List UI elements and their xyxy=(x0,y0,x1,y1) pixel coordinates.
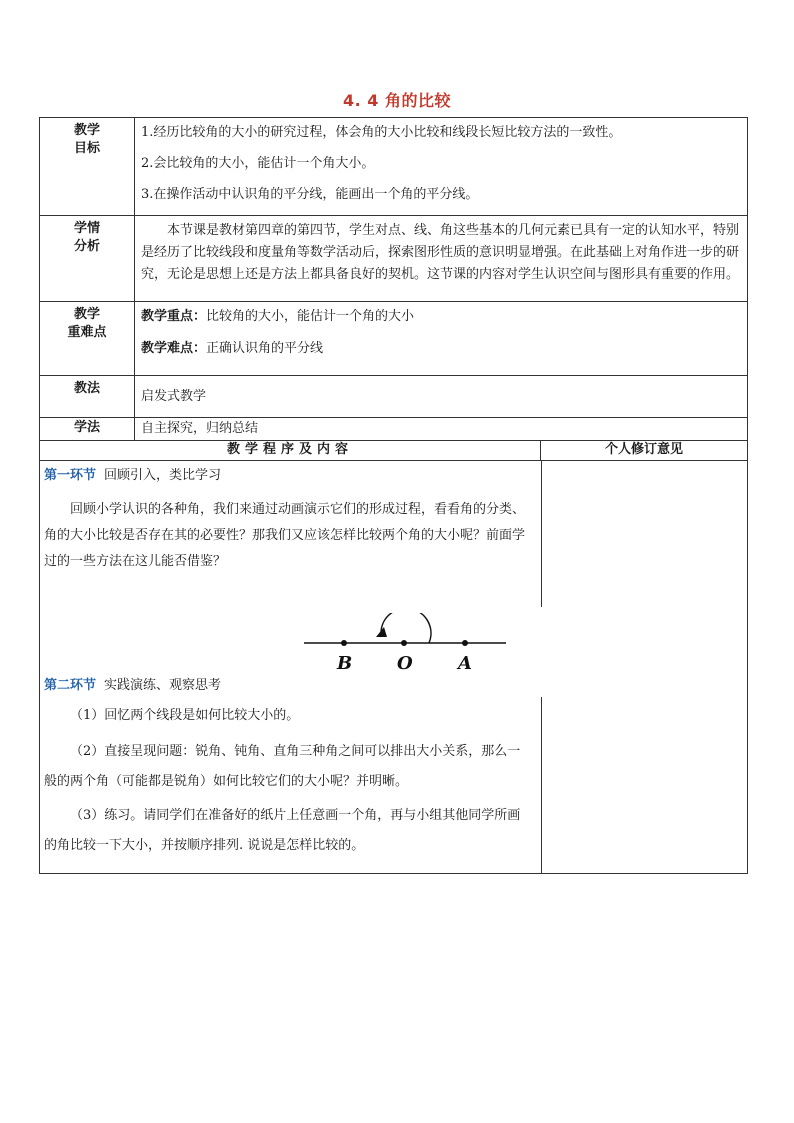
procedure-header-row xyxy=(40,441,748,461)
procedure-content xyxy=(40,461,747,873)
method-row xyxy=(40,376,748,418)
learning-label: 学法 xyxy=(40,418,135,441)
focus-line: 教学重点：比较角的大小，能估计一个角的大小 xyxy=(141,309,415,324)
key-points-content xyxy=(135,302,748,376)
learning-text: 自主探究，归纳总结 xyxy=(135,418,748,441)
stage2-heading: 第二环节 实践演练、观察思考 xyxy=(44,678,222,693)
column-divider xyxy=(541,697,542,873)
rotation-arc xyxy=(381,613,431,643)
goals-content xyxy=(135,118,748,216)
goals-row xyxy=(40,118,748,216)
angle-diagram xyxy=(302,613,512,673)
goal-item: 1.经历比较角的大小的研究过程，体会角的大小比较和线段长短比较方法的一致性。 xyxy=(141,125,622,140)
analysis-row xyxy=(40,216,748,302)
stage2-item2: （2）直接呈现问题：锐角、钝角、直角三种角之间可以排出大小关系，那么一般的两个角（可能都是锐角）如何比较它们的大小呢？并明晰。 xyxy=(44,744,521,789)
stage1-text: 回顾小学认识的各种角，我们来通过动画演示它们的形成过程，看看角的分类、角的大小比较是否存在其的必要性？那我们又应该怎样比较两个角的大小呢？前面学过的一些方法在这儿能否借鉴？ xyxy=(44,502,526,569)
label-o: O xyxy=(397,653,413,673)
goal-item: 3.在操作活动中认识角的平分线，能画出一个角的平分线。 xyxy=(141,187,479,202)
stage2-item3: （3）练习。请同学们在准备好的纸片上任意画一个角，再与小组其他同学所画的角比较一下大小，并按顺序排列. 说说是怎样比较的。 xyxy=(44,808,521,853)
point-a xyxy=(462,640,468,646)
key-points-row xyxy=(40,302,748,376)
label-b: B xyxy=(337,653,353,673)
procedure-heading: 教学程序及内容 xyxy=(40,441,541,461)
point-b xyxy=(341,640,347,646)
method-text: 启发式教学 xyxy=(135,376,748,418)
column-divider xyxy=(541,461,542,607)
point-o xyxy=(401,640,407,646)
goals-label: 教学 目标 xyxy=(40,118,135,216)
lesson-plan-table xyxy=(39,117,748,874)
label-a: A xyxy=(458,653,472,673)
analysis-content xyxy=(135,216,748,302)
stage2-item1: （1）回忆两个线段是如何比较大小的。 xyxy=(70,708,300,723)
procedure-row xyxy=(40,461,748,874)
key-points-label: 教学 重难点 xyxy=(40,302,135,376)
stage1-heading: 第一环节 回顾引入，类比学习 xyxy=(44,468,222,483)
method-label: 教法 xyxy=(40,376,135,418)
revision-heading: 个人修订意见 xyxy=(541,441,748,461)
analysis-text: 本节课是教材第四章的第四节，学生对点、线、角这些基本的几何元素已具有一定的认知水平，特别是经历了比较线段和度量角等数学活动后，探索图形性质的意识明显增强。在此基础上对角作进一步的研究，无论是思想上还是方法上都具备良好的契机。这节课的内容对学生认识空间与图形具有重要的作用。 xyxy=(141,223,740,282)
page-title: 4. 4 角的比较 xyxy=(343,91,451,110)
learning-row xyxy=(40,418,748,441)
analysis-label: 学情 分析 xyxy=(40,216,135,302)
goal-item: 2.会比较角的大小，能估计一个角大小。 xyxy=(141,156,375,171)
difficulty-line: 教学难点：正确认识角的平分线 xyxy=(141,341,324,356)
